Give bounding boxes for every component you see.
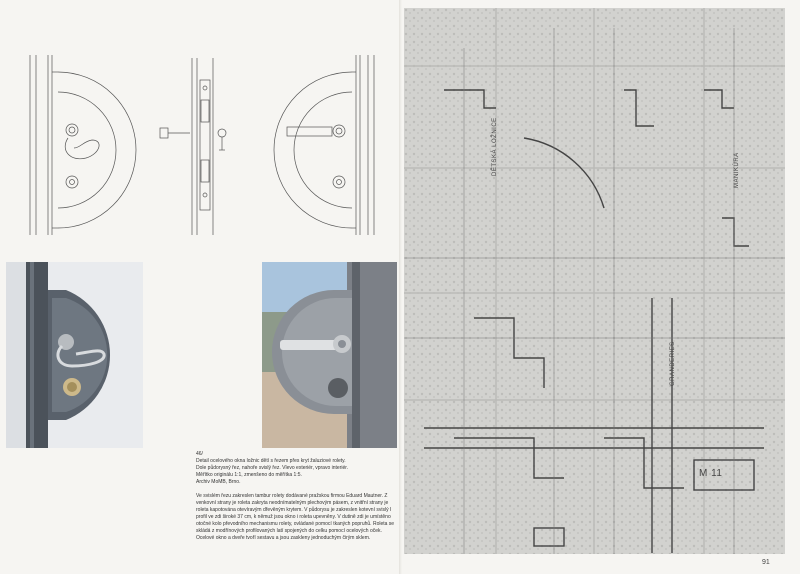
page-number: 91 bbox=[762, 559, 770, 566]
plan-label-left-room: DĚTSKÁ LOŽNICE bbox=[492, 117, 498, 176]
figure-caption bbox=[196, 451, 396, 542]
caption-line: Detail ocelového okna ložnic dětí s řezem přes kryt žaluziové rolety. bbox=[196, 458, 346, 464]
page-gutter bbox=[399, 0, 402, 574]
plan-label-right-room: MANIKÚRA bbox=[734, 152, 740, 188]
plan-label-mark: M 11 bbox=[699, 468, 723, 479]
photo-handle-interior bbox=[262, 262, 397, 448]
caption-line: Archiv MoMB, Brno. bbox=[196, 479, 241, 485]
caption-line: Dole půdorysný řez, nahoře svislý řez. Vlevo exteriér, vpravo interiér. bbox=[196, 465, 349, 471]
window-detail-drawing bbox=[0, 0, 400, 250]
photo-handle-exterior bbox=[6, 262, 143, 448]
body-paragraph: Ve svislém řezu zakreslen tambur rolety dodávané pražskou firmou Eduard Mautner. Z venkovní strany je roleta zakryta neodnímatelným plechovým pásem, z vnitřní strany je roleta kapotována otevíravým dřevěným krytem. V půdorysu je zakreslen kotevní svislý I profil ve zdi široké 37 cm, k němuž jsou okno i roleta upevněny. V dutině zdi je umístěno otočné kolo převodního mechanismu rolety, ovládané pomocí tkaných popruhů. Roleta se skládá z modřínových profilovaných latí spojených do celku pomocí ocelových oček. Ocelové okno a dveře tvoří sestavu a jsou zaskleny jednoduchým čirým sklem. bbox=[196, 493, 395, 541]
figure-number: 46/ bbox=[196, 451, 203, 457]
archival-floor-plan bbox=[404, 8, 785, 554]
caption-line: Měřítko originálu 1:1, zmenšeno do měřítka 1:5. bbox=[196, 472, 302, 478]
plan-label-corridor: GRANDERIES bbox=[670, 341, 676, 386]
